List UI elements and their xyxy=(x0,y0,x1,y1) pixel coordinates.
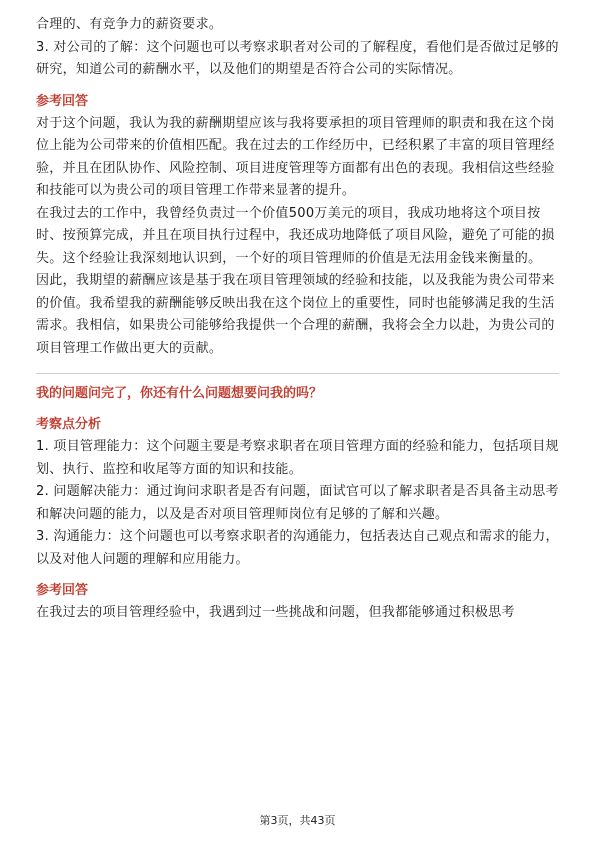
analysis-label: 考察点分析 xyxy=(36,417,102,432)
reference-answer-label-2: 参考回答 xyxy=(36,583,89,598)
reference-answer-label: 参考回答 xyxy=(36,93,89,109)
answer-paragraph-2: 在我过去的工作中，我曾经负责过一个价值500万美元的项目，我成功地将这个项目按时、按预算完成，并且在项目执行过程中，我还成功地降低了项目风险，避免了可能的损失。这个经验让我深刻地认识到，一个好的项目管理师的价值是无法用金钱来衡量的。 xyxy=(36,205,555,266)
answer-paragraph-1: 对于这个问题，我认为我的薪酬期望应该与我将要承担的项目管理师的职责和我在这个岗位上能为公司带来的价值相匹配。我在过去的工作经历中，已经积累了丰富的项目管理经验，并且在团队协作、风险控制、项目进度管理等方面都有出色的表现。我相信这些经验和技能可以为贵公司的项目管理工作带来显著的提升。 xyxy=(36,115,555,198)
analysis-point-2: 2. 问题解决能力：通过询问求职者是否有问题，面试官可以了解求职者是否具备主动思考和解决问题的能力，以及是否对项目管理师岗位有足够的了解和兴趣。 xyxy=(36,484,559,522)
intro-tail-text: 合理的、有竞争力的薪资要求。 xyxy=(36,17,223,32)
interview-question: 我的问题问完了，你还有什么问题想要问我的吗？ xyxy=(36,386,323,401)
analysis-point-1: 1. 项目管理能力：这个问题主要是考察求职者在项目管理方面的经验和能力，包括项目规划、执行、监控和收尾等方面的知识和技能。 xyxy=(36,439,559,477)
section-divider xyxy=(36,373,559,374)
answer-paragraph-3: 因此，我期望的薪酬应该是基于我在项目管理领域的经验和技能，以及我能为贵公司带来的价值。我希望我的薪酬能够反映出我在这个岗位上的重要性，同时也能够满足我的生活需求。我相信，如果贵公司能够给我提供一个合理的薪酬，我将会全力以赴，为贵公司的项目管理工作做出更大的贡献。 xyxy=(36,273,555,356)
document-page xyxy=(36,14,559,625)
analysis-point-3: 3. 对公司的了解：这个问题也可以考察求职者对公司的了解程度，看他们是否做过足够的研究，知道公司的薪酬水平，以及他们的期望是否符合公司的实际情况。 xyxy=(36,39,559,77)
answer-start-text: 在我过去的项目管理经验中，我遇到过一些挑战和问题，但我都能够通过积极思考 xyxy=(36,605,515,620)
page-number: 第3页，共43页 xyxy=(259,814,336,827)
analysis-point-3b: 3. 沟通能力：这个问题也可以考察求职者的沟通能力，包括表达自己观点和需求的能力，以及对他人问题的理解和应用能力。 xyxy=(36,529,559,567)
